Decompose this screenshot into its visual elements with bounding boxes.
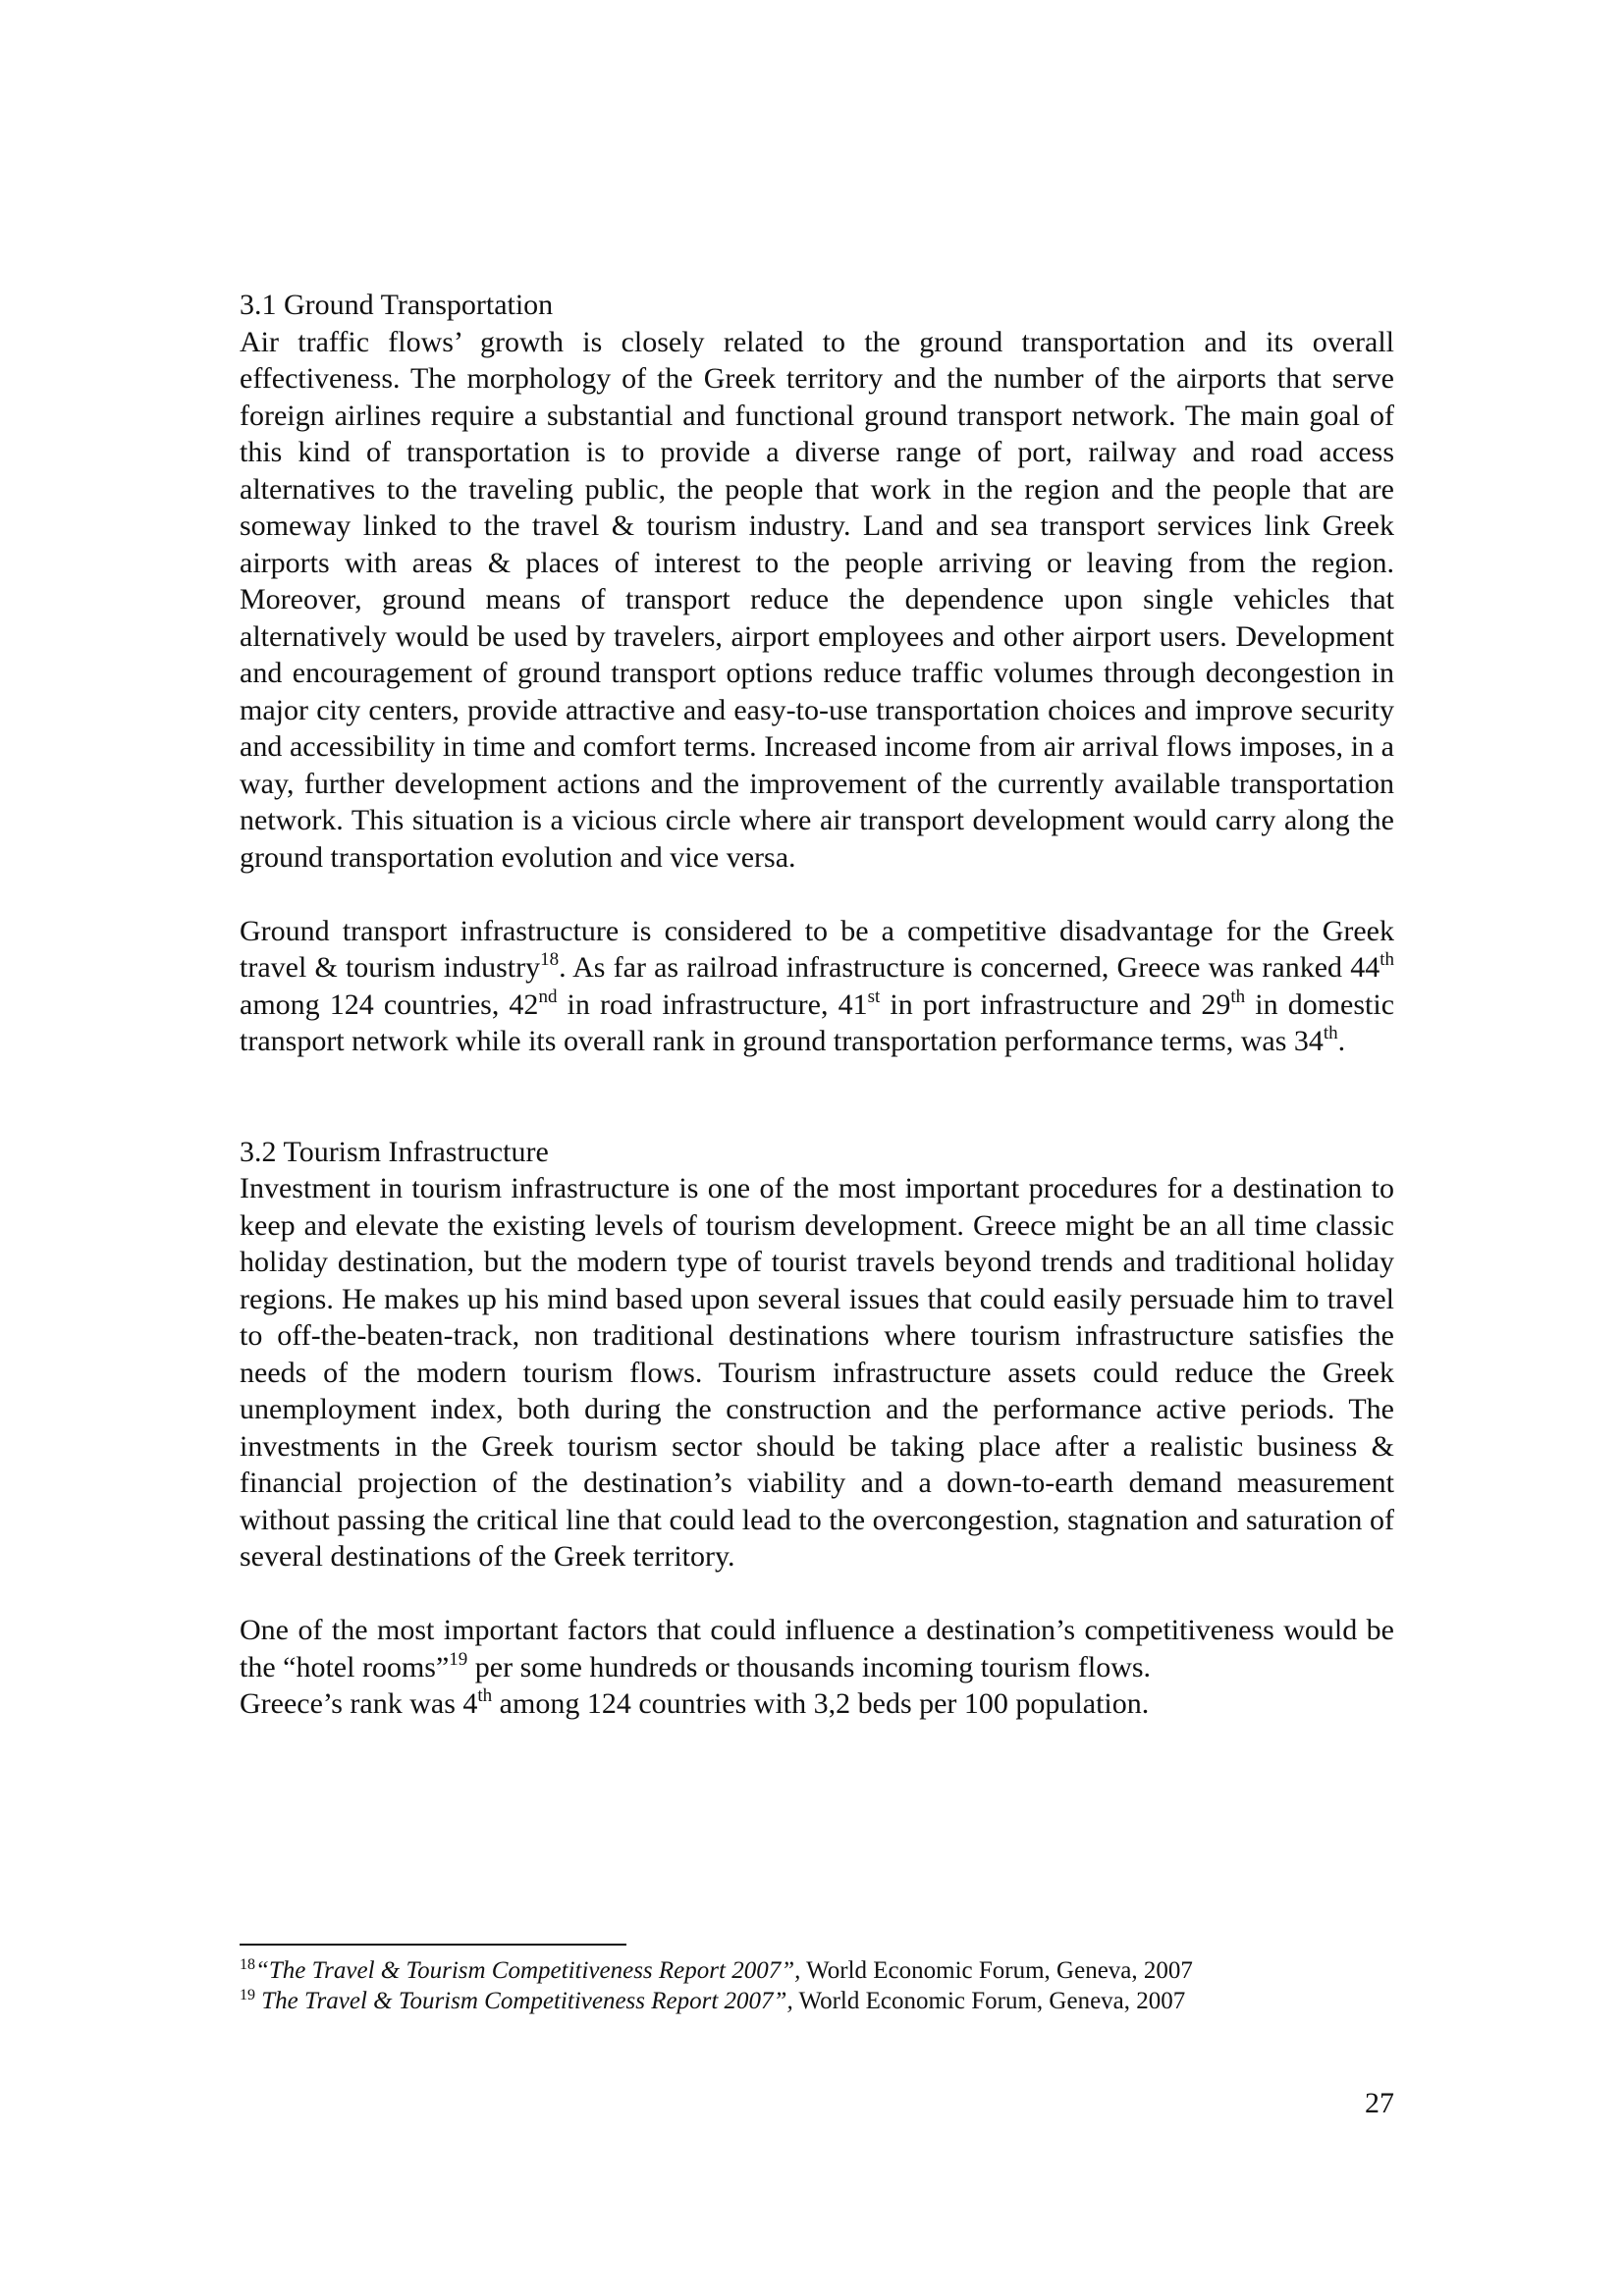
ordinal-suffix: th bbox=[1323, 1023, 1338, 1043]
paragraph-tourism-infrastructure-1: Investment in tourism infrastructure is one of the most important procedures for a destination to keep and elevate the existing levels of tourism development. Greece might be an all time classic holiday destination, but the modern type of tourist travels beyond trends and traditional holiday regions. He makes up his mind based upon several issues that could easily persuade him to travel to off-the-beaten-track, non traditional destinations where tourism infrastructure satisfies the needs of the modern tourism flows. Tourism infrastructure assets could reduce the Greek unemployment index, both during the construction and the performance active periods. The investments in the Greek tourism sector should be taking place after a realistic business & financial projection of the destination’s viability and a down-to-earth demand measurement without passing the critical line that could lead to the overcongestion, stagnation and saturation of several destinations of the Greek territory. bbox=[240, 1172, 1394, 1573]
text-span: in port infrastructure and 29 bbox=[880, 988, 1231, 1021]
footnote-title: The Travel & Tourism Competitiveness Report 2007”, bbox=[261, 1988, 793, 2014]
text-span: Greece’s rank was 4 bbox=[240, 1687, 478, 1720]
footnote-ref-19[interactable]: 19 bbox=[449, 1648, 468, 1670]
ordinal-suffix: th bbox=[1230, 986, 1246, 1007]
ordinal-suffix: st bbox=[867, 986, 881, 1007]
text-span: among 124 countries, 42 bbox=[240, 988, 539, 1021]
footnote-number: 19 bbox=[240, 1987, 255, 2003]
footnote-source: World Economic Forum, Geneva, 2007 bbox=[800, 1957, 1193, 1984]
ordinal-suffix: th bbox=[477, 1685, 493, 1706]
text-span: One of the most important factors that could influence a destination’s competitiveness would be the “hotel rooms” bbox=[240, 1614, 1394, 1683]
ordinal-suffix: th bbox=[1380, 949, 1394, 970]
footnote-18 bbox=[240, 1955, 1394, 1986]
text-span: in road infrastructure, 41 bbox=[557, 988, 868, 1021]
text-span: . As far as railroad infrastructure is concerned, Greece was ranked 44 bbox=[559, 951, 1380, 984]
ordinal-suffix: nd bbox=[538, 986, 558, 1007]
text-span: . bbox=[1337, 1025, 1346, 1057]
text-span: per some hundreds or thousands incoming tourism flows. bbox=[467, 1650, 1152, 1683]
footnote-number: 18 bbox=[240, 1956, 255, 1973]
section-heading-tourism-infrastructure: 3.2 Tourism Infrastructure bbox=[240, 1135, 549, 1168]
footnotes bbox=[240, 1955, 1394, 2016]
text-span: in domestic transport network while its overall rank in ground transportation performance terms, was 34 bbox=[240, 988, 1395, 1057]
footnote-ref-18[interactable]: 18 bbox=[540, 949, 560, 970]
page-body bbox=[240, 287, 1394, 1723]
footnote-title: “The Travel & Tourism Competitiveness Report 2007”, bbox=[255, 1957, 801, 1984]
paragraph-tourism-infrastructure-2 bbox=[240, 1612, 1394, 1723]
text-span: among 124 countries with 3,2 beds per 100 population. bbox=[492, 1687, 1150, 1720]
paragraph-ground-transportation-2 bbox=[240, 913, 1394, 1060]
footnote-source: World Economic Forum, Geneva, 2007 bbox=[792, 1988, 1186, 2014]
section-heading-ground-transportation: 3.1 Ground Transportation bbox=[240, 289, 554, 321]
page-number: 27 bbox=[1365, 2087, 1394, 2119]
text-span: Ground transport infrastructure is considered to be a competitive disadvantage for the Greek travel & tourism industry bbox=[240, 914, 1394, 984]
footnote-19 bbox=[240, 1986, 1394, 2016]
footnote-divider bbox=[240, 1944, 626, 1946]
paragraph-ground-transportation-1: Air traffic flows’ growth is closely related to the ground transportation and its overall effectiveness. The morphology of the Greek territory and the number of the airports that serve foreign airlines require a substantial and functional ground transport network. The main goal of this kind of transportation is to provide a diverse range of port, railway and road access alternatives to the traveling public, the people that work in the region and the people that are someway linked to the travel & tourism industry. Land and sea transport services link Greek airports with areas & places of interest to the people arriving or leaving from the region. Moreover, ground means of transport reduce the dependence upon single vehicles that alternatively would be used by travelers, airport employees and other airport users. Development and encouragement of ground transport options reduce traffic volumes through decongestion in major city centers, provide attractive and easy-to-use transportation choices and improve security and accessibility in time and comfort terms. Increased income from air arrival flows imposes, in a way, further development actions and the improvement of the currently available transportation network. This situation is a vicious circle where air transport development would carry along the ground transportation evolution and vice versa. bbox=[240, 325, 1394, 874]
